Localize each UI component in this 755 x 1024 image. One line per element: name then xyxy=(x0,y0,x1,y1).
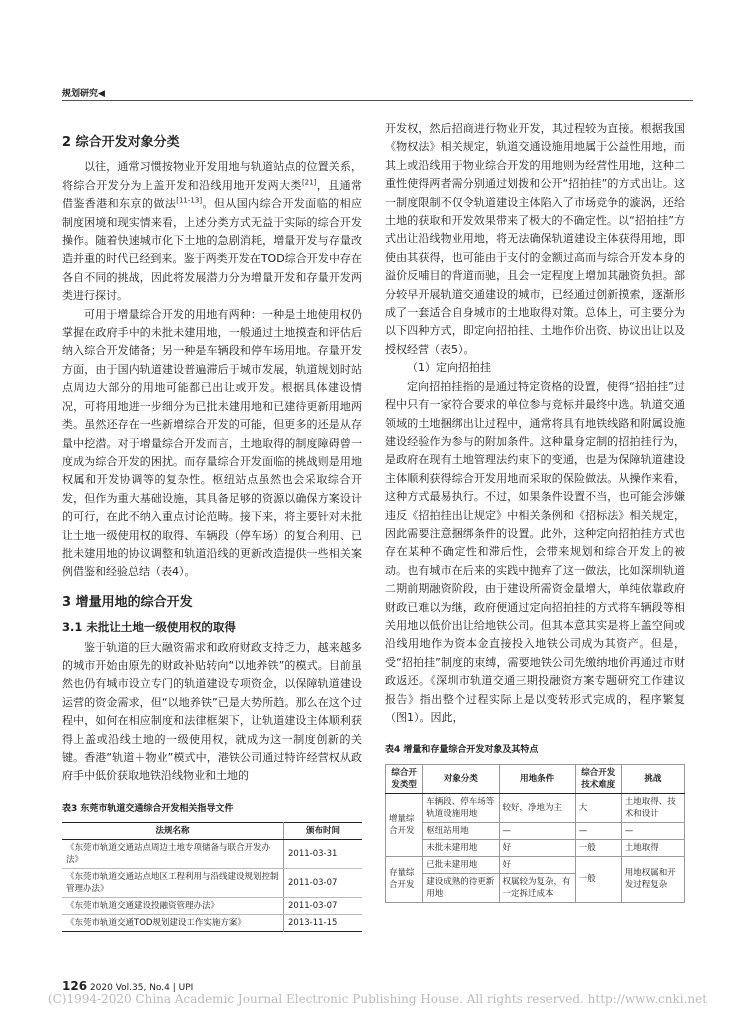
table-row: 未批未建用地 好 一般 土地取得 xyxy=(386,839,685,856)
table-row: 枢纽站用地 — — — xyxy=(386,822,685,839)
left-paragraph-1: 以往，通常习惯按物业开发用地与轨道站点的位置关系，将综合开发分为上盖开发和沿线用地开发两大类[21]，且通常借鉴香港和东京的做法[11-13]。但从国内综合开发面临的相应制度困境和现实情来看，上述分类方式无益于实际的综合开发操作。随着快速城市化下土地的急剧消耗，增量开发与存量改造并重的时代已经到来。鉴于两类开发在TOD综合开发中存在各自不同的挑战，因此将发展潜力分为增量开发和存量开发两类进行探讨。 xyxy=(62,160,363,303)
citation: [11-13] xyxy=(176,196,203,205)
table-row: 《东莞市轨道交通建设投融资管理办法》 2011-03-07 xyxy=(62,898,362,915)
table-row: 《东莞市轨道交通TOD规划建设工作实施方案》 2013-11-15 xyxy=(62,915,362,932)
table-header: 用地条件 xyxy=(499,764,575,793)
header-rule xyxy=(62,100,693,101)
table-header: 法规名称 xyxy=(62,823,284,840)
subsection-heading: （1）定向招拍挂 xyxy=(407,361,491,375)
table-row: 《东莞市轨道交通站点地区工程利用与沿线建设规划控制管理办法》 2011-03-07 xyxy=(62,869,362,898)
page-footer xyxy=(62,979,193,993)
table-row: 建设成熟的待更新用地 权属较为复杂，有一定拆迁成本 xyxy=(386,873,685,902)
table-header: 挑战 xyxy=(621,764,684,793)
table-4-caption: 表4 增量和存量综合开发对象及其特点 xyxy=(385,745,539,756)
left-paragraph-3: 鉴于轨道的巨大融资需求和政府财政支持乏力，越来越多的城市开始由原先的财政补贴转向“以地养铁”的模式。目前虽然也仍有城市设立专门的轨道建设专项资金，以保障轨道建设运营的资金需求，但“以地养铁”已是大势所趋。那么在这个过程中，如何在相应制度和法律框架下，让轨道建设主体顺利获得上盖或沿线土地的一级使用权，就成为这一制度创新的关键。香港“轨道＋物业”模式中，港铁公司通过特许经营权从政府手中低价获取地铁沿线物业和土地的 xyxy=(62,640,362,783)
page-number: 126 xyxy=(62,979,88,993)
right-paragraph-2: 定向招拍挂指的是通过特定资格的设置，使得“招拍挂”过程中只有一家符合要求的单位参与竞标并最终中选。轨道交通领域的土地捆绑出让过程中，通常将具有地铁线路和附属设施建设经验作为参与的附加条件。这种量身定制的招拍挂行为，是政府在现有土地管理法约束下的变通，也是为保障轨道建设主体顺利获得综合开发用地而采取的保险做法。从操作来看，这种方式最易执行。不过，如果条件设置不当，也可能会涉嫌违反《招拍挂出让规定》中相关条例和《招标法》相关规定，因此需要注意捆绑条件的设置。此外，这种定向招拍挂方式也存在某种不确定性和滞后性，会带来规划和综合开发上的被动。也有城市在后来的实践中抛弃了这一做法，比如深圳轨道二期前期融资阶段，由于建设所需资金量增大，单纯依靠政府财政已难以为继，政府便通过定向招拍挂的方式将车辆段等相关用地以低价出让给地铁公司。但其本意其实是将上盖空间或沿线用地作为资本金直接投入地铁公司成为其资产。但是，受“招拍挂”制度的束缚，需要地铁公司先缴纳地价再通过市财政返还。《深圳市轨道交通三期投融资方案专题研究工作建议报告》指出整个过程实际上是以变转形式完成的，程序繁复（图1）。因此， xyxy=(385,379,685,724)
right-column xyxy=(385,120,685,903)
table-row: 增量综合开发 车辆段、停车场等轨道设施用地 较好，净地为主 大 土地取得、技术和设计 xyxy=(386,793,685,822)
table-3 xyxy=(62,822,362,932)
journal-info: 2020 Vol.35, No.4 | UPI xyxy=(89,983,194,993)
left-paragraph-2: 可用于增量综合开发的用地有两种：一种是土地使用权仍掌握在政府手中的未批未建用地，一般通过土地摸查和评估后纳入综合开发储备；另一种是车辆段和停车场用地。存量开发方面，由于国内轨道建设普遍滞后于城市发展，轨道规划时站点周边大部分的用地可能都已出让或开发。根据具体建设情况，可将用地进一步细分为已批未建用地和已建待更新用地两类。虽然还存在一些新增综合开发的可能，但更多的还是从存量中挖潜。对于增量综合开发而言，土地取得的制度障碍曾一度成为综合开发的困扰。而存量综合开发面临的挑战则是用地权属和开发协调等的复杂性。枢纽站点虽然也会采取综合开发，但作为重大基础设施，其具备足够的资源以确保方案设计的可行，在此不纳入重点讨论范畴。接下来，将主要针对未批让土地一级使用权的取得、车辆段（停车场）的复合利用、已批未建用地的协议调整和轨道沿线的更新改造提供一些相关案例借鉴和经验总结（表4）。 xyxy=(62,307,362,579)
group-cell: 存量综合开发 xyxy=(386,856,423,902)
running-header: 规划研究◀ xyxy=(62,89,105,99)
section-2-title: 2 综合开发对象分类 xyxy=(62,135,180,150)
copyright-watermark: (C)1994-2020 China Academic Journal Electronic Publishing House. All rights reserved. http://www.cnki.net xyxy=(47,992,708,1006)
table-4 xyxy=(385,764,685,903)
table-3-caption: 表3 东莞市轨道交通综合开发相关指导文件 xyxy=(62,803,234,814)
table-header: 对象分类 xyxy=(423,764,499,793)
right-paragraph-1: 开发权，然后招商进行物业开发，其过程较为直接。根据我国《物权法》相关规定，轨道交通设施用地属于公益性用地，而其上或沿线用于物业综合开发的用地则为经营性用地，这种二重性使得两者需分别通过划拨和公开“招拍挂”的方式出让。这一制度限制不仅令轨道建设主体陷入了市场竞争的漩涡，还给土地的获取和开发效果带来了极大的不确定性。以“招拍挂”方式出让沿线物业用地，将无法确保轨道建设主体获得用地，即使由其获得，也可能由于支付的金额过高而与综合开发本身的溢价反哺目的背道而驰，且会一定程度上增加其融资负担。部分较早开展轨道交通建设的城市，已经通过创新摸索，逐渐形成了一套适合自身城市的土地取得对策。总体上，可主要分为以下四种方式，即定向招拍挂、土地作价出资、协议出让以及授权经营（表5）。 xyxy=(385,122,685,356)
citation: [21] xyxy=(301,178,317,187)
group-cell: 增量综合开发 xyxy=(386,793,423,856)
table-row: 存量综合开发 已批未建用地 好 一般 用地权属和开发过程复杂 xyxy=(386,856,685,873)
section-3-1-title: 3.1 未批让土地一级使用权的取得 xyxy=(62,620,236,635)
section-3-title: 3 增量用地的综合开发 xyxy=(62,594,193,610)
table-header: 综合开发技术难度 xyxy=(575,764,621,793)
table-header: 颁布时间 xyxy=(284,823,363,840)
table-header: 综合开发类型 xyxy=(386,764,423,793)
left-column xyxy=(62,120,362,932)
table-row: 《东莞市轨道交通站点周边土地专项储备与联合开发办法》 2011-03-31 xyxy=(62,840,362,869)
